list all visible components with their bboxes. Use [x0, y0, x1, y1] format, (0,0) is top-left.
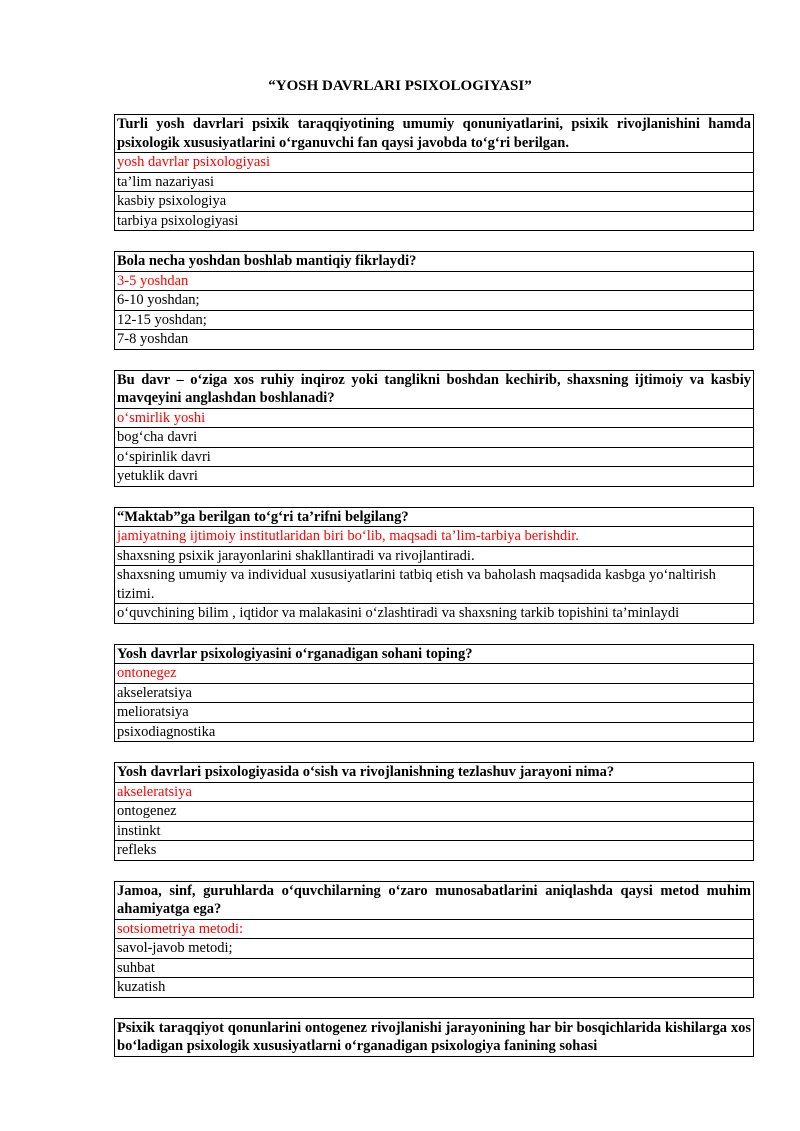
question-text: Jamoa, sinf, guruhlarda o‘quvchilarning o‘zaro munosabatlarini aniqlashda qaysi metod muhim ahamiyatga ega? — [115, 881, 754, 919]
answer-option: o‘quvchining bilim , iqtidor va malakasini o‘zlashtiradi va shaxsning tarkib topishini ta’minlaydi — [115, 604, 754, 624]
answer-row — [115, 722, 754, 742]
answer-option: yetuklik davri — [115, 467, 754, 487]
correct-answer: jamiyatning ijtimoiy institutlaridan biri bo‘lib, maqsadi ta’lim-tarbiya berishdir. — [115, 527, 754, 547]
answer-option: ta’lim nazariyasi — [115, 172, 754, 192]
question-row — [115, 252, 754, 272]
answer-option: 6-10 yoshdan; — [115, 291, 754, 311]
answer-option: bog‘cha davri — [115, 428, 754, 448]
answer-option: o‘spirinlik davri — [115, 447, 754, 467]
answer-row — [115, 978, 754, 998]
answer-row-correct — [115, 153, 754, 173]
question-block — [114, 251, 754, 350]
question-text: Bola necha yoshdan boshlab mantiqiy fikrlaydi? — [115, 252, 754, 272]
answer-row-correct — [115, 782, 754, 802]
answer-option: kuzatish — [115, 978, 754, 998]
answer-row — [115, 546, 754, 566]
answer-option: ontogenez — [115, 802, 754, 822]
question-text: Yosh davrlari psixologiyasida o‘sish va rivojlanishning tezlashuv jarayoni nima? — [115, 763, 754, 783]
question-block — [114, 644, 754, 743]
answer-row-correct — [115, 664, 754, 684]
answer-row — [115, 447, 754, 467]
answer-option: 12-15 yoshdan; — [115, 310, 754, 330]
correct-answer: sotsiometriya metodi: — [115, 919, 754, 939]
answer-row — [115, 958, 754, 978]
question-text: Yosh davrlar psixologiyasini o‘rganadigan sohani toping? — [115, 644, 754, 664]
question-block — [114, 881, 754, 998]
answer-row — [115, 939, 754, 959]
answer-option: tarbiya psixologiyasi — [115, 211, 754, 231]
answer-option: instinkt — [115, 821, 754, 841]
correct-answer: o‘smirlik yoshi — [115, 408, 754, 428]
question-block — [114, 114, 754, 231]
answer-row — [115, 172, 754, 192]
answer-option: suhbat — [115, 958, 754, 978]
answer-option: 7-8 yoshdan — [115, 330, 754, 350]
question-text: “Maktab”ga berilgan to‘g‘ri ta’rifni belgilang? — [115, 507, 754, 527]
correct-answer: ontonegez — [115, 664, 754, 684]
question-block — [114, 1018, 754, 1057]
question-row — [115, 763, 754, 783]
answer-option: kasbiy psixologiya — [115, 192, 754, 212]
question-list — [114, 114, 754, 1077]
question-block — [114, 507, 754, 624]
question-text: Turli yosh davrlari psixik taraqqiyotining umumiy qonuniyatlarini, psixik rivojlanishini hamda psixologik xususiyatlarini o‘rganuvchi fan qaysi javobda to‘g‘ri berilgan. — [115, 115, 754, 153]
question-row — [115, 507, 754, 527]
answer-row — [115, 428, 754, 448]
answer-option: shaxsning umumiy va individual xususiyatlarini tatbiq etish va baholash maqsadida kasbga yo‘naltirish tizimi. — [115, 566, 754, 604]
answer-row — [115, 821, 754, 841]
answer-option: shaxsning psixik jarayonlarini shakllantiradi va rivojlantiradi. — [115, 546, 754, 566]
answer-row — [115, 467, 754, 487]
answer-option: psixodiagnostika — [115, 722, 754, 742]
answer-row — [115, 330, 754, 350]
question-block — [114, 370, 754, 487]
answer-row — [115, 310, 754, 330]
answer-row-correct — [115, 408, 754, 428]
correct-answer: yosh davrlar psixologiyasi — [115, 153, 754, 173]
question-text: Psixik taraqqiyot qonunlarini ontogenez rivojlanishi jarayonining har bir bosqichlarida kishilarga xos bo‘ladigan psixologik xususiyatlarni o‘rganadigan psixologiya fanining sohasi — [115, 1018, 754, 1056]
answer-row — [115, 566, 754, 604]
question-text: Bu davr – o‘ziga xos ruhiy inqiroz yoki tanglikni boshdan kechirib, shaxsning ijtimoiy va kasbiy mavqeyini anglashdan boshlanadi? — [115, 370, 754, 408]
answer-row — [115, 291, 754, 311]
answer-option: akseleratsiya — [115, 683, 754, 703]
answer-row — [115, 802, 754, 822]
answer-row-correct — [115, 919, 754, 939]
question-row — [115, 115, 754, 153]
question-row — [115, 370, 754, 408]
answer-row — [115, 703, 754, 723]
answer-option: savol-javob metodi; — [115, 939, 754, 959]
answer-row — [115, 841, 754, 861]
question-block — [114, 762, 754, 861]
answer-option: refleks — [115, 841, 754, 861]
answer-row-correct — [115, 527, 754, 547]
answer-option: melioratsiya — [115, 703, 754, 723]
answer-row — [115, 192, 754, 212]
question-row — [115, 881, 754, 919]
answer-row — [115, 211, 754, 231]
answer-row — [115, 604, 754, 624]
correct-answer: 3-5 yoshdan — [115, 271, 754, 291]
answer-row-correct — [115, 271, 754, 291]
page-title: “YOSH DAVRLARI PSIXOLOGIYASI” — [268, 78, 532, 94]
correct-answer: akseleratsiya — [115, 782, 754, 802]
question-row — [115, 1018, 754, 1056]
question-row — [115, 644, 754, 664]
answer-row — [115, 683, 754, 703]
